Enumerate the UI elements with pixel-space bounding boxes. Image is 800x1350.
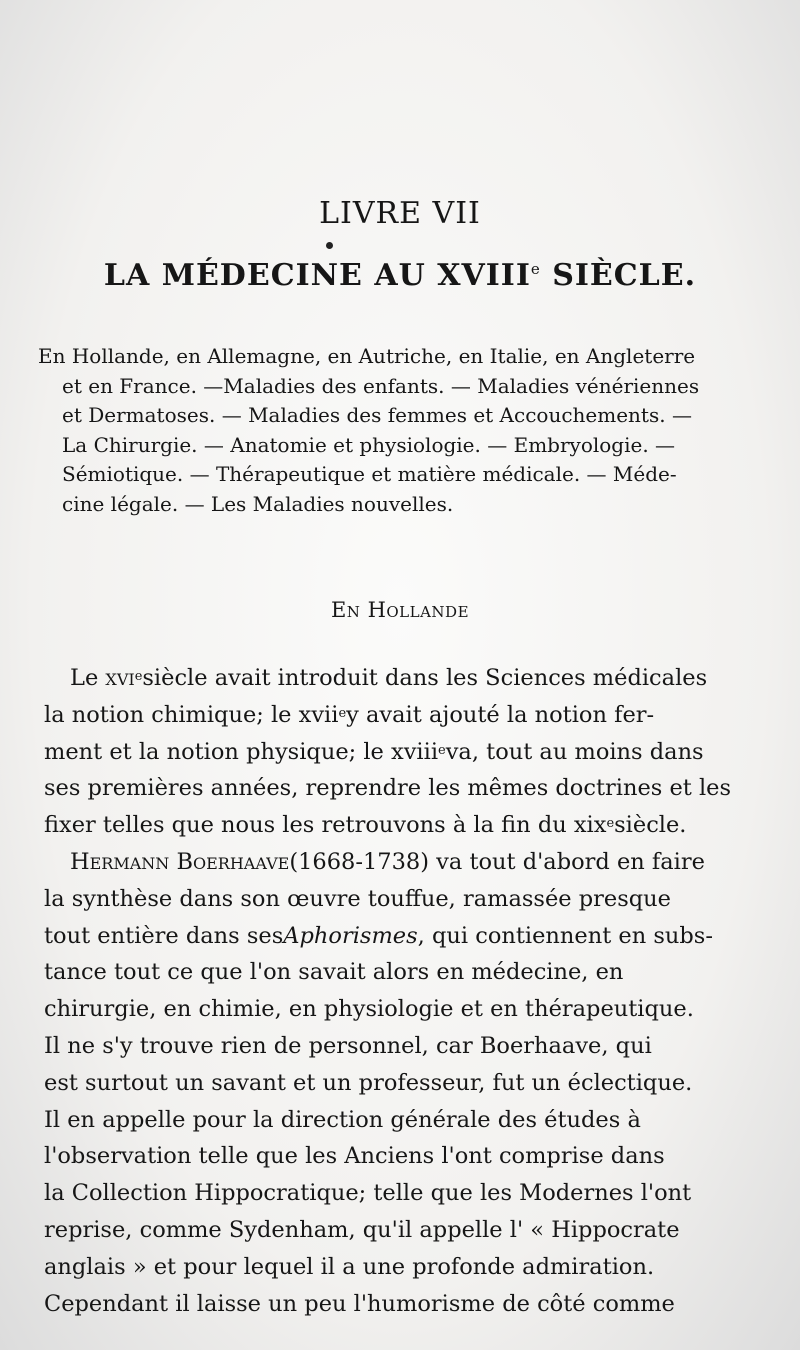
text-line <box>44 697 764 734</box>
text-line: la Collection Hippocratique; telle que les Modernes l'ont <box>44 1180 692 1207</box>
chapter-title-sup: e <box>530 260 541 278</box>
chapter-title-main: LA MÉDECINE AU XVIII <box>103 258 531 293</box>
text-line: l'observation telle que les Anciens l'ont comprise dans <box>44 1143 665 1170</box>
text-line <box>44 734 764 771</box>
text-segment: siècle avait introduit dans les Sciences médicales <box>142 665 708 691</box>
century-numeral: xvi <box>105 665 135 691</box>
text-line: la synthèse dans son œuvre touffue, ramassée presque <box>44 885 671 912</box>
text-segment: y avait ajouté la notion fer- <box>346 701 655 728</box>
summary-line: La Chirurgie. — Anatomie et physiologie. — Embryologie. — <box>62 432 676 457</box>
text-segment: (1668-1738) va tout d'abord en faire <box>289 848 705 875</box>
text-line: Cependant il laisse un peu l'humorisme de côté comme <box>44 1290 675 1317</box>
text-line: Il ne s'y trouve rien de personnel, car Boerhaave, qui <box>44 1032 652 1059</box>
text-line: Il en appelle pour la direction générale des études à <box>44 1106 641 1133</box>
ornament-dot <box>326 242 333 249</box>
text-line: ses premières années, reprendre les mêmes doctrines et les <box>44 775 732 802</box>
text-segment: va, tout au moins dans <box>445 738 704 765</box>
text-segment: ment et la notion physique; le xviii <box>44 738 439 765</box>
text-line: est surtout un savant et un professeur, fut un éclectique. <box>44 1069 693 1096</box>
text-line: chirurgie, en chimie, en physiologie et en thérapeutique. <box>44 996 694 1023</box>
superscript: e <box>438 742 446 758</box>
body-text <box>44 660 764 1322</box>
book-part-title: LIVRE VII <box>319 196 481 231</box>
chapter-summary <box>38 342 760 519</box>
text-line <box>44 660 764 697</box>
text-segment: , qui contiennent en subs- <box>417 922 713 949</box>
summary-line: et en France. —Maladies des enfants. — Maladies vénériennes <box>62 373 700 398</box>
superscript: e <box>338 705 347 721</box>
text-line: anglais » et pour lequel il a une profonde admiration. <box>44 1253 655 1280</box>
summary-line: Sémiotique. — Thérapeutique et matière médicale. — Méde- <box>62 462 677 486</box>
text-line <box>44 807 764 844</box>
chapter-title <box>0 258 800 293</box>
text-segment: tout entière dans ses <box>44 922 284 949</box>
superscript: e <box>606 816 615 832</box>
superscript: e <box>134 669 143 684</box>
text-line: reprise, comme Sydenham, qu'il appelle l' « Hippocrate <box>44 1216 680 1243</box>
summary-line: En Hollande, en Allemagne, en Autriche, en Italie, en Angleterre <box>38 344 696 368</box>
author-name: Hermann Boerhaave <box>70 848 290 875</box>
book-title-italic: Aphorismes <box>283 922 418 949</box>
text-segment: la notion chimique; le xvii <box>44 701 339 728</box>
summary-line: et Dermatoses. — Maladies des femmes et Accouchements. — <box>62 403 692 427</box>
text-line: tance tout ce que l'on savait alors en médecine, en <box>44 959 624 986</box>
section-heading: En Hollande <box>330 598 470 622</box>
text-segment: siècle. <box>614 812 687 839</box>
chapter-title-end: SIÈCLE. <box>540 258 697 293</box>
text-line <box>44 844 764 881</box>
text-line <box>44 918 764 955</box>
text-word: Le <box>70 665 99 691</box>
summary-line: cine légale. — Les Maladies nouvelles. <box>62 491 454 516</box>
text-segment: fixer telles que nous les retrouvons à la fin du xix <box>44 812 607 839</box>
